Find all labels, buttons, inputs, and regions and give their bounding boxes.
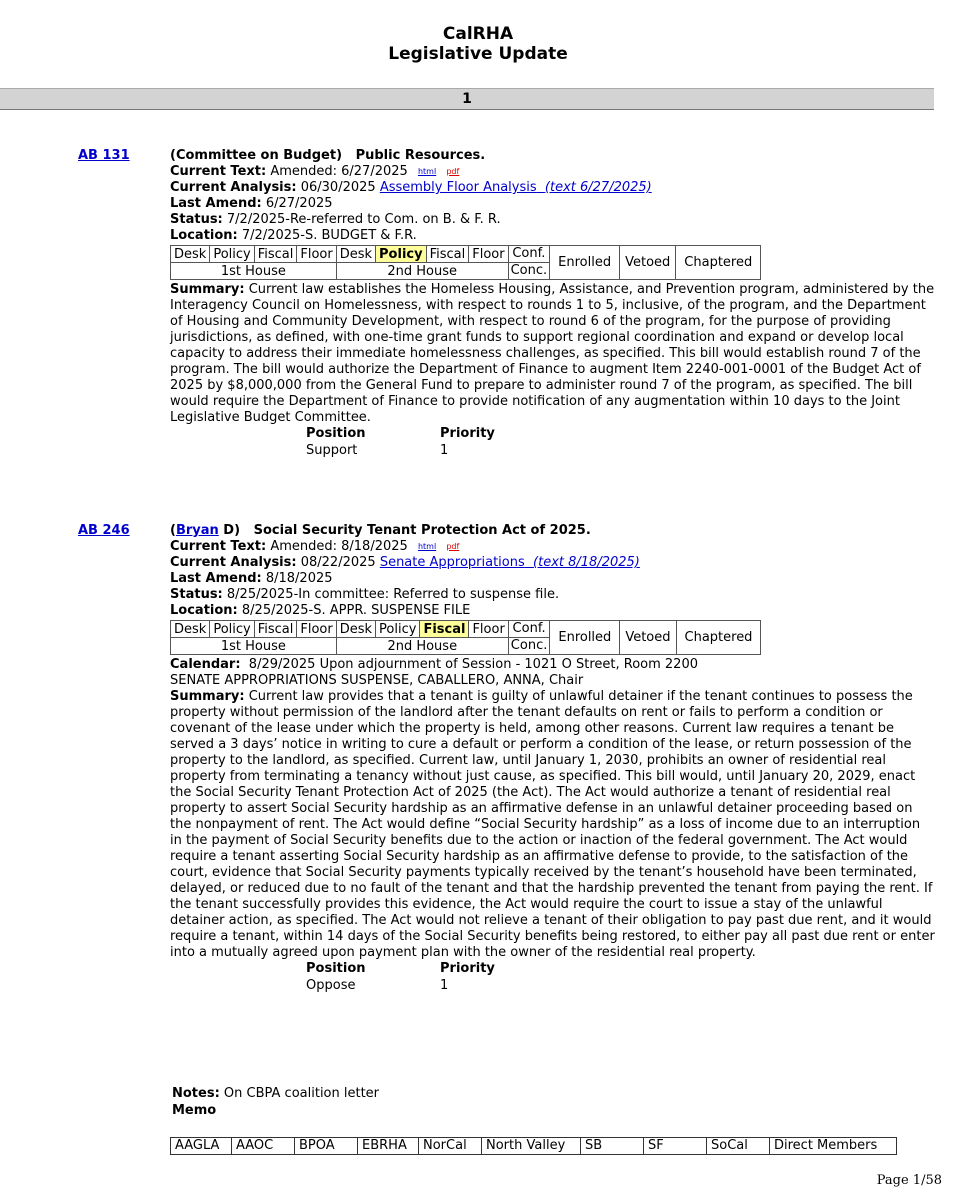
summary: Summary: Current law establishes the Homeless Housing, Assistance, and Prevention program, administered by the Interagency Council on Homelessness, with respect to rounds 1 to 5, inclusive, of the program, and the Department of Housing and Community Development, with respect to round 6 of the program, for the purpose of providing jurisdictions, as defined, with one-time grant funds to support regional coordination and expand or develop local capacity to address their immediate homelessness challenges, as specified. This bill would establish round 7 of the program. The bill would authorize the Department of Finance to augment Item 2240-001-0001 of the Budget Act of 2025 by $8,000,000 from the General Fund to prepare to administer round 7 of the program, as specified. The bill would require the Department of Finance to provide notification of any augmentation within 10 days to the Joint Legislative Budget Committee. <box>170 282 935 425</box>
stage-cell: Fiscal <box>254 246 297 263</box>
group-cell: North Valley <box>482 1138 581 1155</box>
enrolled-cell: Enrolled <box>550 246 620 280</box>
group-cell: SB <box>581 1138 644 1155</box>
position-block: Position Priority Oppose 1 <box>306 961 495 993</box>
stage-cell: Floor <box>297 246 336 263</box>
last-amend-line: Last Amend: 8/18/2025 <box>170 571 333 586</box>
house1-cell: 1st House <box>171 638 337 655</box>
group-cell: AAGLA <box>171 1138 232 1155</box>
house2-cell: 2nd House <box>336 638 508 655</box>
priority-value: 1 <box>440 443 449 458</box>
stage-cell: Desk <box>336 246 375 263</box>
group-table <box>170 1137 897 1155</box>
memo-label: Memo <box>172 1103 217 1118</box>
house2-cell: 2nd House <box>336 263 508 280</box>
current-analysis-line: Current Analysis: 08/22/2025 Senate Appropriations (text 8/18/2025) <box>170 555 640 570</box>
bill-title: Public Resources. <box>355 148 486 163</box>
notes-block: Notes: On CBPA coalition letter Memo <box>172 1086 380 1118</box>
group-cell: AAOC <box>232 1138 295 1155</box>
stage-cell: Policy <box>376 621 420 638</box>
pdf-link[interactable]: pdf <box>446 542 460 551</box>
stage-cell: Desk <box>171 246 210 263</box>
html-link[interactable]: html <box>417 542 437 551</box>
group-cell: BPOA <box>295 1138 358 1155</box>
page-number: Page 1/58 <box>876 1173 942 1188</box>
last-amend-line: Last Amend: 6/27/2025 <box>170 196 333 211</box>
bill-title: Social Security Tenant Protection Act of 2025. <box>253 523 591 538</box>
group-cell: SF <box>644 1138 707 1155</box>
stage-cell: Fiscal <box>254 621 297 638</box>
html-link[interactable]: html <box>417 167 437 176</box>
stage-cell: Desk <box>171 621 210 638</box>
org-title: CalRHA <box>442 24 514 44</box>
stage-cell: Fiscal <box>426 246 469 263</box>
vetoed-cell: Vetoed <box>620 621 676 655</box>
vetoed-cell: Vetoed <box>620 246 676 280</box>
bill-heading: (Bryan D) Social Security Tenant Protection Act of 2025. <box>170 523 591 538</box>
page-title: Legislative Update <box>388 44 568 64</box>
enrolled-cell: Enrolled <box>550 621 620 655</box>
priority-value: 1 <box>440 978 449 993</box>
position-value: Support <box>306 443 358 458</box>
status-line: Status: 8/25/2025-In committee: Referred to suspense file. <box>170 587 560 602</box>
author-link[interactable]: Bryan <box>175 523 219 538</box>
stage-table <box>170 245 761 280</box>
section-bar: 1 <box>0 88 934 110</box>
status-line: Status: 7/2/2025-Re-referred to Com. on B. & F. R. <box>170 212 501 227</box>
stage-cell: Desk <box>336 621 375 638</box>
author: (Committee on Budget) <box>170 148 343 163</box>
bill-number-link[interactable]: AB 246 <box>78 523 130 538</box>
analysis-link[interactable]: Assembly Floor Analysis (text 6/27/2025) <box>379 180 652 195</box>
notes-value: On CBPA coalition letter <box>223 1086 380 1101</box>
conc-cell: Conc. <box>508 263 550 280</box>
conf-cell: Conf. <box>508 246 550 263</box>
calendar-committee: SENATE APPROPRIATIONS SUSPENSE, CABALLERO, ANNA, Chair <box>170 673 584 688</box>
chaptered-cell: Chaptered <box>676 246 761 280</box>
group-cell: EBRHA <box>358 1138 419 1155</box>
stage-cell: Policy <box>376 246 427 263</box>
bill-number-link[interactable]: AB 131 <box>78 148 130 163</box>
chaptered-cell: Chaptered <box>676 621 761 655</box>
position-block: Position Priority Support 1 <box>306 426 495 458</box>
location-line: Location: 8/25/2025-S. APPR. SUSPENSE FILE <box>170 603 471 618</box>
stage-cell: Policy <box>210 246 254 263</box>
stage-table <box>170 620 761 655</box>
analysis-link[interactable]: Senate Appropriations (text 8/18/2025) <box>379 555 640 570</box>
house1-cell: 1st House <box>171 263 337 280</box>
position-value: Oppose <box>306 978 356 993</box>
current-text-line: Current Text: Amended: 6/27/2025 $^{html}$ $^{pdf}$ <box>170 164 460 179</box>
current-text-line: Current Text: Amended: 8/18/2025 $^{html}$ $^{pdf}$ <box>170 539 460 554</box>
summary: Summary: Current law provides that a tenant is guilty of unlawful detainer if the tenant continues to possess the property without permission of the landlord after the tenant defaults on rent or fails to perform a condition or covenant of the lease under which the property is held, among other reasons. Current law requires a tenant be served a 3 days’ notice in writing to cure a default or perform a condition of the lease, or return possession of the property to the landlord, as specified. Current law, until January 1, 2030, prohibits an owner of residential real property from terminating a tenancy without just cause, as specified. This bill would, until January 20, 2029, enact the Social Security Tenant Protection Act of 2025 (the Act). The Act would authorize a tenant of residential real property to assert Social Security hardship as an affirmative defense in an unlawful detainer proceeding based on the nonpayment of rent. The Act would define “Social Security hardship” as a loss of income due to an interruption in the payment of Social Security benefits due to the action or inaction of the federal government. The Act would require a tenant asserting Social Security hardship as an affirmative defense to provide, to the satisfaction of the court, evidence that Social Security payments typically received by the tenant’s household have been terminated, delayed, or reduced due to no fault of the tenant and that the hardship prevented the tenant from paying the rent. If the tenant successfully provides this evidence, the Act would require the court to issue a stay of the unlawful detainer action, as specified. The Act would not relieve a tenant of their obligation to pay past due rent, and it would require a tenant, within 14 days of the Social Security benefits being restored, to either pay all past due rent or enter into a mutually agreed upon payment plan with the owner of the residential real property. <box>170 689 935 960</box>
group-cell: Direct Members <box>770 1138 897 1155</box>
group-cell: SoCal <box>707 1138 770 1155</box>
stage-cell: Floor <box>469 246 508 263</box>
stage-cell: Floor <box>469 621 508 638</box>
conf-cell: Conf. <box>508 621 550 638</box>
stage-cell: Floor <box>297 621 336 638</box>
bill-heading <box>170 148 935 164</box>
stage-cell: Policy <box>210 621 254 638</box>
calendar-line: Calendar: 8/29/2025 Upon adjournment of Session - 1021 O Street, Room 2200 <box>170 657 698 672</box>
stage-cell: Fiscal <box>420 621 469 638</box>
pdf-link[interactable]: pdf <box>446 167 460 176</box>
location-line: Location: 7/2/2025-S. BUDGET & F.R. <box>170 228 417 243</box>
conc-cell: Conc. <box>508 638 550 655</box>
current-analysis-line: Current Analysis: 06/30/2025 Assembly Floor Analysis (text 6/27/2025) <box>170 180 652 195</box>
group-cell: NorCal <box>419 1138 482 1155</box>
